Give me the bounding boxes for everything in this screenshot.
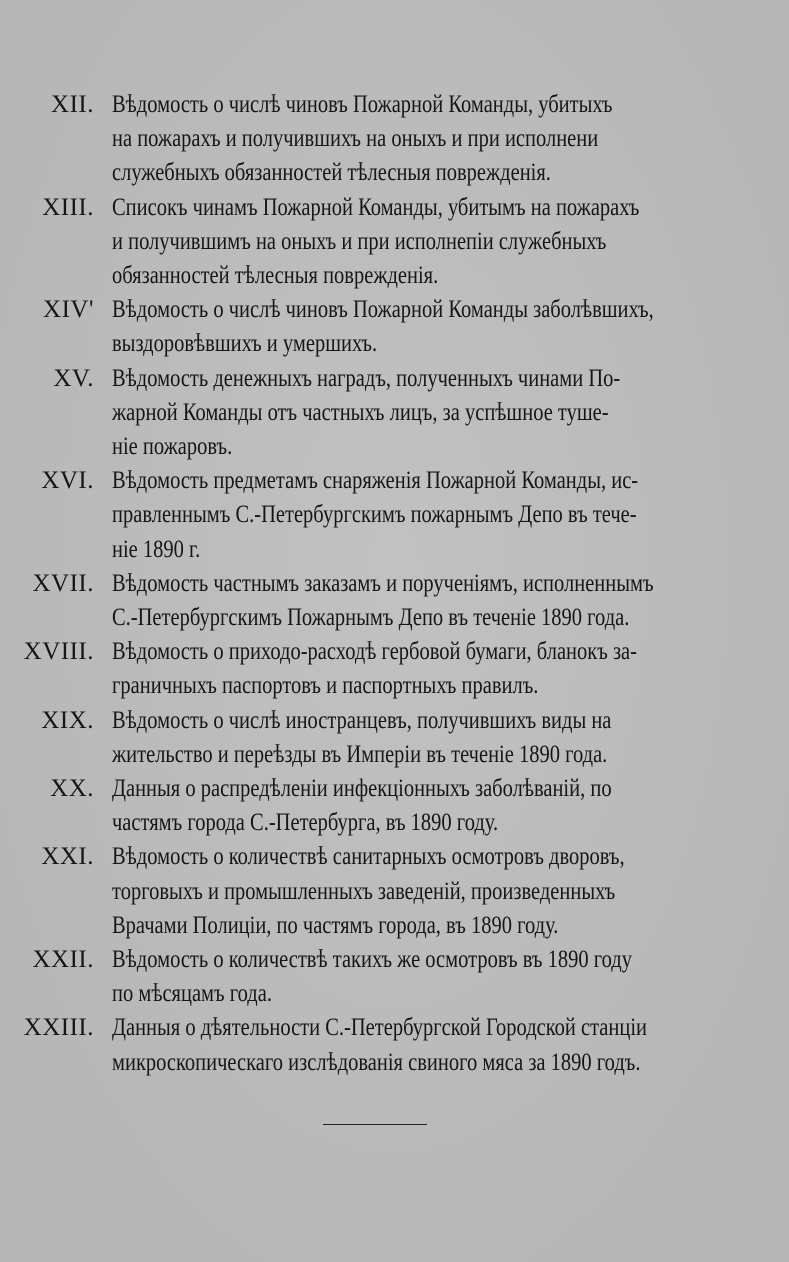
entry-line: Вѣдомость частнымъ заказамъ и порученіямъ, исполненнымъ — [112, 569, 654, 597]
entry-line: жительство и переѣзды въ Имперіи въ теченіе 1890 года. — [112, 740, 608, 768]
entry-line: С.-Петербургскимъ Пожарнымъ Депо въ теченіе 1890 года. — [112, 604, 630, 632]
entry-line: ніе пожаровъ. — [112, 433, 233, 461]
entry-numeral: XVI. — [41, 467, 94, 495]
entry-line: ніе 1890 г. — [112, 535, 201, 563]
entry-line: микроскопическаго изслѣдованія свиного мяса за 1890 годъ. — [112, 1048, 641, 1076]
entry-line: Вѣдомость денежныхъ наградъ, полученныхъ чинами По- — [112, 364, 621, 392]
list-item — [0, 704, 789, 772]
entry-numeral: XIII. — [42, 193, 94, 221]
list-item — [0, 635, 789, 703]
entry-line: выздоровѣвшихъ и умершихъ. — [112, 330, 378, 358]
entry-text — [112, 840, 718, 943]
entry-numeral: XV. — [53, 364, 94, 392]
entry-text — [112, 88, 718, 191]
entry-line: жарной Команды отъ частныхъ лицъ, за успѣшное туше- — [112, 398, 609, 426]
entry-line: правленнымъ С.-Петербургскимъ пожарнымъ Депо въ тече- — [112, 501, 637, 529]
entry-numeral: XX. — [50, 775, 94, 803]
entry-line: Вѣдомость о количествѣ санитарныхъ осмотровъ дворовъ, — [112, 843, 625, 871]
entry-line: Вѣдомость о числѣ иностранцевъ, получившихъ виды на — [112, 706, 612, 734]
entry-line: Вѣдомость о числѣ чиновъ Пожарной Команды заболѣвшихъ, — [112, 296, 654, 324]
entry-line: и получившимъ на оныхъ и при исполнепіи служебныхъ — [112, 227, 607, 255]
entry-numeral: XXI. — [41, 843, 94, 871]
entry-text — [112, 362, 718, 465]
list-item — [0, 88, 789, 191]
entry-text — [112, 772, 718, 840]
entry-numeral: XIX. — [41, 706, 94, 734]
list-item — [0, 840, 789, 943]
list-item — [0, 293, 789, 361]
entry-numeral: XII. — [51, 91, 94, 118]
entry-line: торговыхъ и промышленныхъ заведеній, произведенныхъ — [112, 877, 616, 905]
entry-line: обязанностей тѣлесныя поврежденія. — [112, 262, 439, 290]
list-item — [0, 191, 789, 294]
entry-line: граничныхъ паспортовъ и паспортныхъ правилъ. — [112, 672, 539, 700]
entry-text — [112, 293, 718, 361]
list-item — [0, 1011, 789, 1079]
entry-text — [112, 191, 718, 294]
entry-numeral: XIV' — [43, 296, 94, 324]
entry-text — [112, 635, 718, 703]
entry-line: Вѣдомость предметамъ снаряженія Пожарной Команды, ис- — [112, 467, 639, 495]
closing-rule — [323, 1124, 427, 1125]
list-item — [0, 362, 789, 465]
list-item — [0, 943, 789, 1011]
entry-line: Вѣдомость о приходо-расходѣ гербовой бумаги, бланокъ за- — [112, 638, 637, 666]
entry-line: на пожарахъ и получившихъ на оныхъ и при исполнени — [112, 125, 599, 153]
entry-line: Списокъ чинамъ Пожарной Команды, убитымъ на пожарахъ — [112, 193, 640, 221]
entry-numeral: XXII. — [32, 946, 94, 974]
entry-text — [112, 943, 718, 1011]
contents-list — [0, 88, 789, 1080]
entry-line: Данныя о распредѣленіи инфекціонныхъ заболѣваній, по — [112, 775, 612, 803]
entry-numeral: XVIII. — [23, 638, 94, 666]
entry-text — [112, 1011, 718, 1079]
entry-line: Данныя о дѣятельности С.-Петербургской Городской станціи — [112, 1014, 648, 1042]
entry-text — [112, 464, 718, 567]
entry-line: частямъ города С.-Петербурга, въ 1890 году. — [112, 809, 499, 837]
entry-line: Вѣдомость о числѣ чиновъ Пожарной Команды, убитыхъ — [112, 91, 613, 118]
entry-numeral: XVII. — [32, 569, 94, 597]
list-item — [0, 464, 789, 567]
entry-text — [112, 704, 718, 772]
list-item — [0, 567, 789, 635]
entry-line: Вѣдомость о количествѣ такихъ же осмотровъ въ 1890 году — [112, 946, 632, 974]
entry-line: Врачами Полиціи, по частямъ города, въ 1890 году. — [112, 911, 559, 939]
entry-text — [112, 567, 718, 635]
list-item — [0, 772, 789, 840]
entry-numeral: XXIII. — [23, 1014, 94, 1042]
entry-line: по мѣсяцамъ года. — [112, 980, 272, 1008]
entry-line: служебныхъ обязанностей тѣлесныя поврежденія. — [112, 159, 551, 187]
